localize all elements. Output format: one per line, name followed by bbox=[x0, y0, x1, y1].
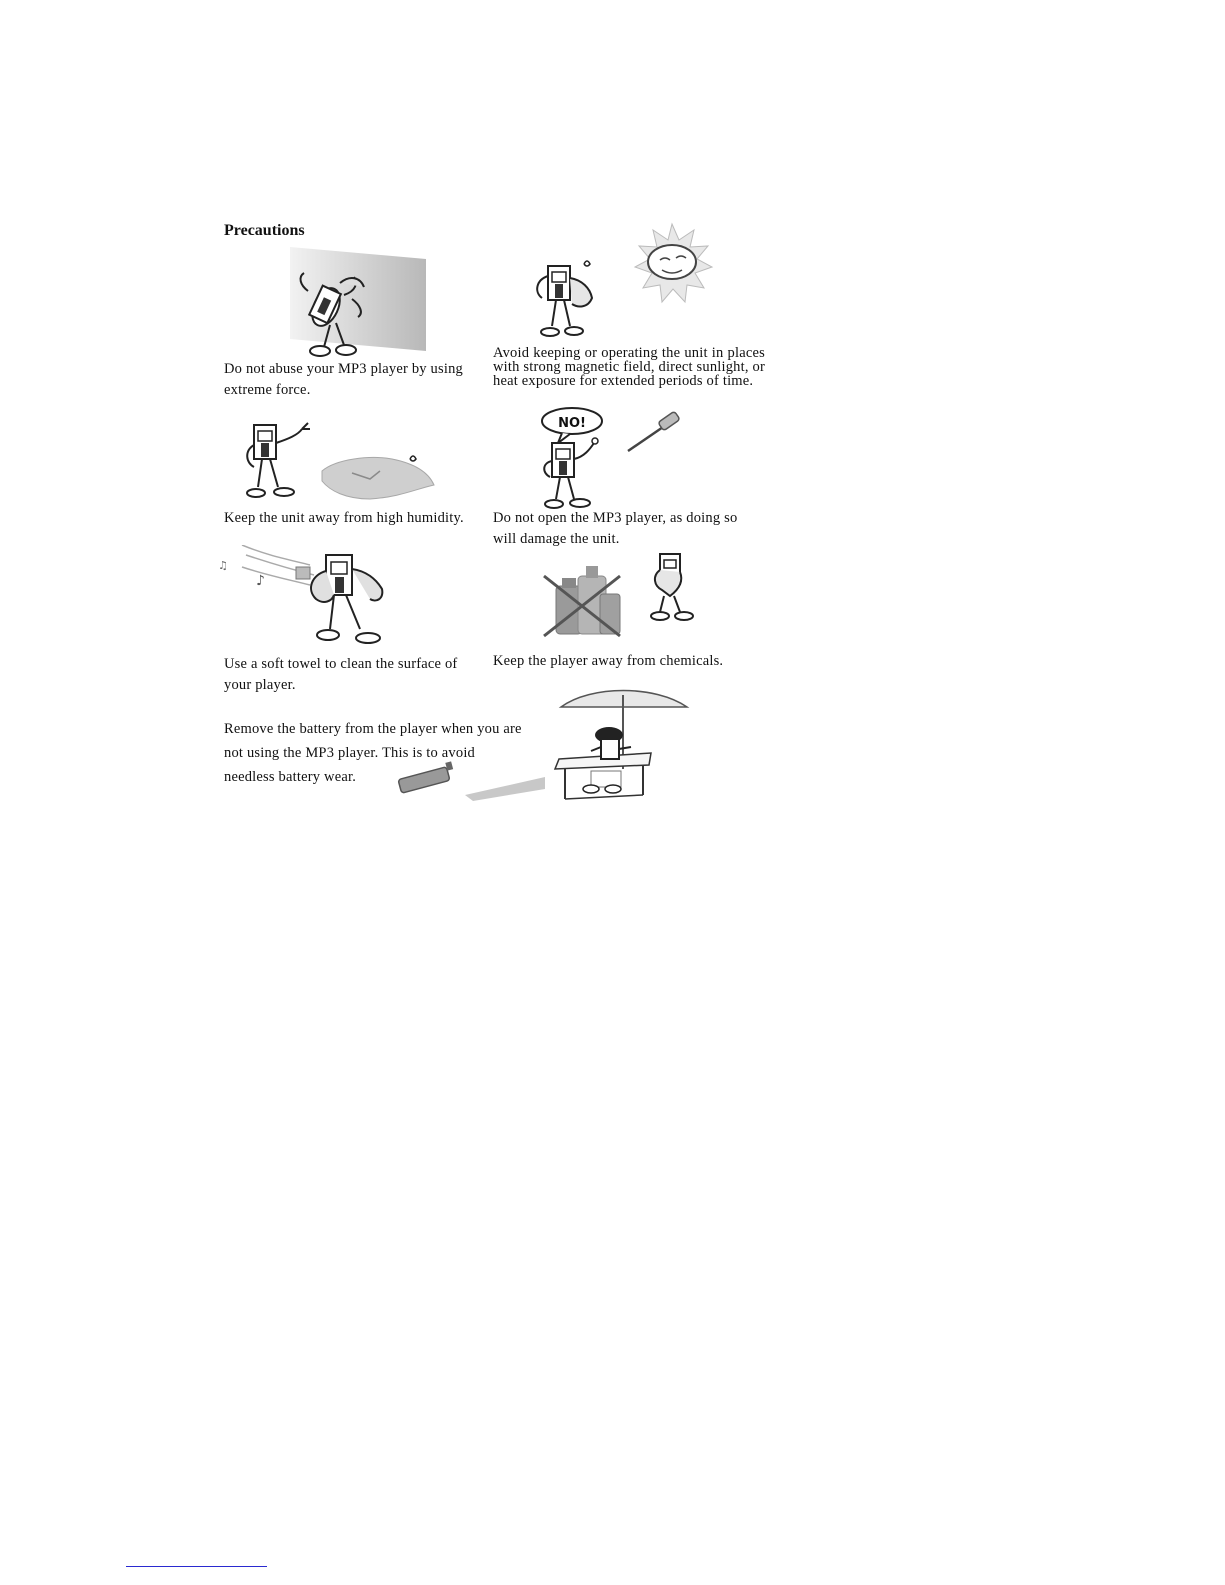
towel-cleaning-illustration bbox=[216, 545, 396, 650]
page-title: Precautions bbox=[224, 222, 305, 239]
wall-impact-illustration bbox=[278, 247, 430, 362]
chemicals-illustration bbox=[538, 550, 718, 642]
precaution-chemicals-text: Keep the player away from chemicals. bbox=[493, 653, 724, 669]
humidity-illustration bbox=[240, 415, 440, 505]
precaution-heat-text: Avoid keeping or operating the unit in places with strong magnetic field, direct sunlight, or heat exposure for extended periods of time. bbox=[493, 345, 765, 389]
battery-icon bbox=[398, 761, 453, 793]
precaution-battery-text: Remove the battery from the player when you are not using the MP3 player. This is to avoid needless battery wear. bbox=[224, 721, 522, 785]
svg-text:♪: ♪ bbox=[256, 573, 265, 589]
do-not-open-illustration bbox=[540, 405, 690, 510]
footer-link-rule bbox=[126, 1566, 267, 1567]
screwdriver-icon bbox=[628, 411, 680, 451]
precaution-open-text: Do not open the MP3 player, as doing so will damage the unit. bbox=[493, 510, 738, 547]
precaution-humidity-text: Keep the unit away from high humidity. bbox=[224, 510, 464, 526]
sun-heat-illustration bbox=[522, 222, 722, 342]
precaution-force-text: Do not abuse your MP3 player by using extreme force. bbox=[224, 361, 463, 398]
svg-text:♫: ♫ bbox=[218, 559, 228, 572]
battery-removal-illustration bbox=[395, 665, 695, 805]
speech-bubble-text: NO! bbox=[558, 416, 586, 431]
precaution-towel-text: Use a soft towel to clean the surface of your player. bbox=[224, 656, 458, 693]
